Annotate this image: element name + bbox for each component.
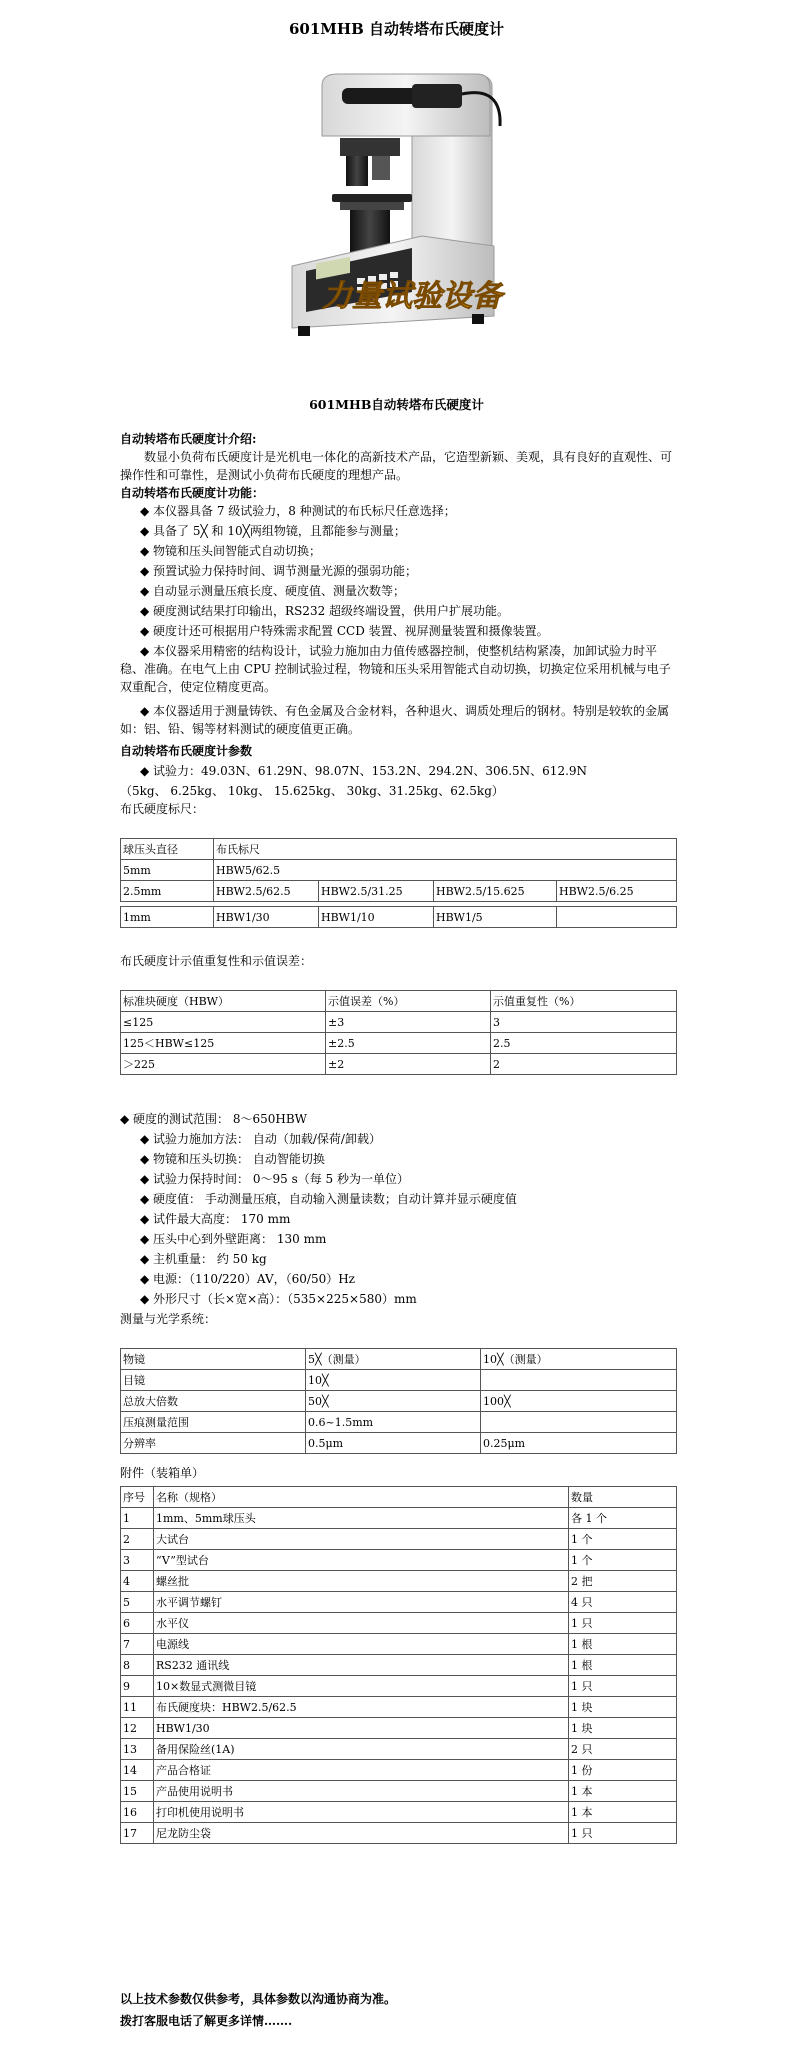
table-cell: 1 块 (569, 1718, 677, 1739)
table-cell: 螺丝批 (154, 1571, 569, 1592)
optics-caption: 测量与光学系统： (120, 1312, 217, 1326)
table-cell: 16 (121, 1802, 154, 1823)
hardness-tester-image (262, 66, 518, 356)
error-caption: 布氏硬度计示值重复性和示值误差： (120, 954, 313, 968)
table-cell: 5 (121, 1592, 154, 1613)
table-header-cell: 名称（规格） (154, 1487, 569, 1508)
intro-heading: 自动转塔布氏硬度计介绍: (120, 432, 257, 446)
table-cell: “V”型试台 (154, 1550, 569, 1571)
table-cell: 各 1 个 (569, 1508, 677, 1529)
spec-item: ◆ 试验力保持时间： 0～95 s（每 5 秒为一单位） (140, 1172, 410, 1186)
table-cell: HBW2.5/31.25 (319, 881, 434, 902)
table-cell: 4 (121, 1571, 154, 1592)
table-cell: 15 (121, 1781, 154, 1802)
table-cell: 1 个 (569, 1550, 677, 1571)
table-cell: RS232 通讯线 (154, 1655, 569, 1676)
spec-range: ◆ 硬度的测试范围： 8～650HBW (120, 1112, 308, 1126)
table-cell: 电源线 (154, 1634, 569, 1655)
table-cell: HBW1/10 (319, 907, 434, 928)
table-cell: 9 (121, 1676, 154, 1697)
table-cell: 2 把 (569, 1571, 677, 1592)
table-cell: 1 根 (569, 1634, 677, 1655)
table-cell: 1 本 (569, 1802, 677, 1823)
intro-text: 数显小负荷布氏硬度计是光机电一体化的高新技术产品，它造型新颖、美观，具有良好的直观性、可操作性和可靠性，是测试小负荷布氏硬度的理想产品。 (120, 450, 673, 482)
table-cell: 产品合格证 (154, 1760, 569, 1781)
table-cell: HBW5/62.5 (214, 860, 677, 881)
table-cell: 水平仪 (154, 1613, 569, 1634)
feature-item: ◆ 物镜和压头间智能式自动切换； (140, 544, 322, 558)
table-cell: HBW1/5 (434, 907, 557, 928)
table-cell: 物镜 (121, 1349, 306, 1370)
feature-item: ◆ 具备了 5╳ 和 10╳两组物镜，且都能参与测量； (140, 524, 406, 538)
spec-item: ◆ 试件最大高度： 170 mm (140, 1212, 291, 1226)
spec-item: ◆ 物镜和压头切换： 自动智能切换 (140, 1152, 325, 1166)
table-header-cell: 标准块硬度（HBW） (121, 991, 326, 1012)
table-cell: 10╳ (306, 1370, 481, 1391)
table-cell: 2.5 (491, 1033, 677, 1054)
feature-item: ◆ 硬度测试结果打印输出，RS232 超级终端设置，供用户扩展功能。 (140, 604, 510, 618)
table-cell: 压痕测量范围 (121, 1412, 306, 1433)
brand-logo-text: 力量试验设备 (322, 279, 502, 314)
table-cell: 10×数显式测微目镜 (154, 1676, 569, 1697)
table-cell: 7 (121, 1634, 154, 1655)
table-cell: ＞225 (121, 1054, 326, 1075)
table-cell: 1 只 (569, 1676, 677, 1697)
table-header-cell: 示值误差（%） (326, 991, 491, 1012)
table-cell: 2 只 (569, 1739, 677, 1760)
table-cell: 2 (491, 1054, 677, 1075)
table-cell: 100╳ (481, 1391, 677, 1412)
table-cell: 布氏硬度块：HBW2.5/62.5 (154, 1697, 569, 1718)
table-cell: 1 (121, 1508, 154, 1529)
spec-item: ◆ 主机重量： 约 50 kg (140, 1252, 267, 1266)
force-kg-line: （5kg、 6.25kg、 10kg、 15.625kg、 30kg、31.25kg、62.5kg） (120, 784, 504, 798)
table-cell (557, 907, 677, 928)
table-cell: 125＜HBW≤125 (121, 1033, 326, 1054)
features-heading: 自动转塔布氏硬度计功能： (120, 486, 265, 500)
table-cell: 1 根 (569, 1655, 677, 1676)
table-cell: 1 个 (569, 1529, 677, 1550)
accessories-table (120, 1486, 677, 1844)
table-cell: HBW2.5/6.25 (557, 881, 677, 902)
spec-item: ◆ 硬度值： 手动测量压痕，自动输入测量读数；自动计算并显示硬度值 (140, 1192, 517, 1206)
table-cell: 6 (121, 1613, 154, 1634)
params-heading: 自动转塔布氏硬度计参数 (120, 744, 253, 758)
table-header-cell: 数量 (569, 1487, 677, 1508)
spec-item: ◆ 压头中心到外壁距离： 130 mm (140, 1232, 327, 1246)
table-cell: 5mm (121, 860, 214, 881)
table-cell: 1 本 (569, 1781, 677, 1802)
table-cell: 0.6~1.5mm (306, 1412, 481, 1433)
table-cell: 1mm (121, 907, 214, 928)
spec-item: ◆ 外形尺寸（长×宽×高）：（535×225×580）mm (140, 1292, 417, 1306)
feature-item: ◆ 本仪器适用于测量铸铁、有色金属及合金材料，各种退火、调质处理后的钢材。特别是较软的金属如：铝、铅、锡等材料测试的硬度值更正确。 (120, 704, 670, 736)
table-cell: 产品使用说明书 (154, 1781, 569, 1802)
footer-contact: 拨打客服电话了解更多详情……. (120, 2014, 293, 2028)
footer-note: 以上技术参数仅供参考，具体参数以沟通协商为准。 (120, 1992, 397, 2006)
table-header-cell: 球压头直径 (121, 839, 214, 860)
table-cell: 备用保险丝(1A) (154, 1739, 569, 1760)
table-header-cell: 示值重复性（%） (491, 991, 677, 1012)
table-cell: 3 (121, 1550, 154, 1571)
table-cell: 3 (491, 1012, 677, 1033)
table-cell: 8 (121, 1655, 154, 1676)
table-cell: 14 (121, 1760, 154, 1781)
feature-item: ◆ 自动显示测量压痕长度、硬度值、测量次数等； (140, 584, 406, 598)
table-cell: 2.5mm (121, 881, 214, 902)
table-cell: 分辨率 (121, 1433, 306, 1454)
table-cell: 17 (121, 1823, 154, 1844)
error-table (120, 990, 677, 1075)
table-header-cell: 序号 (121, 1487, 154, 1508)
scale-caption: 布氏硬度标尺： (120, 802, 205, 816)
table-cell: 11 (121, 1697, 154, 1718)
table-cell: 10╳（测量） (481, 1349, 677, 1370)
table-cell: HBW2.5/15.625 (434, 881, 557, 902)
table-cell: 1 块 (569, 1697, 677, 1718)
table-header-cell: 布氏标尺 (214, 839, 677, 860)
table-cell: ±2 (326, 1054, 491, 1075)
table-cell: 0.25μm (481, 1433, 677, 1454)
table-cell: 4 只 (569, 1592, 677, 1613)
table-cell: 打印机使用说明书 (154, 1802, 569, 1823)
feature-item: ◆ 预置试验力保持时间、调节测量光源的强弱功能； (140, 564, 418, 578)
table-cell: HBW1/30 (214, 907, 319, 928)
accessories-caption: 附件（装箱单） (120, 1466, 205, 1480)
spec-item: ◆ 试验力施加方法： 自动（加载/保荷/卸载） (140, 1132, 381, 1146)
table-cell: 5╳（测量） (306, 1349, 481, 1370)
table-cell: ±3 (326, 1012, 491, 1033)
table-cell: 13 (121, 1739, 154, 1760)
feature-item: ◆ 本仪器具备 7 级试验力，8 种测试的布氏标尺任意选择； (140, 504, 456, 518)
page-title: 601MHB 自动转塔布氏硬度计 (289, 20, 504, 38)
scale-table (120, 838, 677, 928)
table-cell: 1 只 (569, 1823, 677, 1844)
table-cell: 尼龙防尘袋 (154, 1823, 569, 1844)
optics-table (120, 1348, 677, 1454)
product-subtitle: 601MHB自动转塔布氏硬度计 (309, 397, 484, 412)
table-cell: 总放大倍数 (121, 1391, 306, 1412)
table-cell: 1mm、5mm球压头 (154, 1508, 569, 1529)
table-cell: 50╳ (306, 1391, 481, 1412)
spec-item: ◆ 电源：（110/220）AV，（60/50）Hz (140, 1272, 356, 1286)
table-cell: 目镜 (121, 1370, 306, 1391)
table-cell: 1 只 (569, 1613, 677, 1634)
table-cell: 12 (121, 1718, 154, 1739)
table-cell: 2 (121, 1529, 154, 1550)
table-cell (481, 1412, 677, 1433)
table-cell: 0.5μm (306, 1433, 481, 1454)
table-cell: HBW1/30 (154, 1718, 569, 1739)
feature-item: ◆ 本仪器采用精密的结构设计，试验力施加由力值传感器控制，使整机结构紧凑，加卸试验力时平稳、准确。在电气上由 CPU 控制试验过程，物镜和压头采用智能式自动切换，切换定位采用机械与电子双重配合，使定位精度更高。 (120, 644, 671, 694)
feature-item: ◆ 硬度计还可根据用户特殊需求配置 CCD 装置、视屏测量装置和摄像装置。 (140, 624, 549, 638)
table-cell: ≤125 (121, 1012, 326, 1033)
table-cell: 大试台 (154, 1529, 569, 1550)
table-cell: ±2.5 (326, 1033, 491, 1054)
table-cell (481, 1370, 677, 1391)
table-cell: HBW2.5/62.5 (214, 881, 319, 902)
table-cell: 1 份 (569, 1760, 677, 1781)
table-cell: 水平调节螺钉 (154, 1592, 569, 1613)
force-line: ◆ 试验力：49.03N、61.29N、98.07N、153.2N、294.2N、306.5N、612.9N (140, 764, 588, 778)
